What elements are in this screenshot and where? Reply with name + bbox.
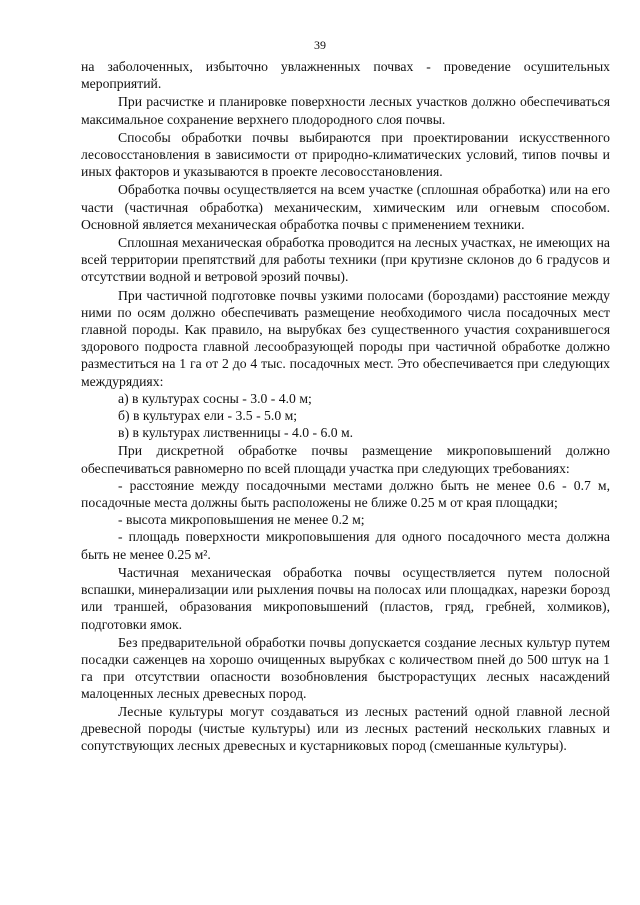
paragraph: а) в культурах сосны - 3.0 - 4.0 м;: [118, 390, 312, 406]
paragraph: При дискретной обработке почвы размещение микроповышений должно обеспечиваться равномерно по всей площади участка при следующих требованиях:: [81, 443, 610, 476]
paragraph: При расчистке и планировке поверхности лесных участков должно обеспечиваться максимальное сохранение верхнего плодородного слоя почвы.: [81, 94, 610, 127]
paragraph: - расстояние между посадочными местами должно быть не менее 0.6 - 0.7 м, посадочные места должны быть расположены не ближе 0.25 м от края площадки;: [81, 477, 610, 511]
paragraph: Частичная механическая обработка почвы осуществляется путем полосной вспашки, минерализации или рыхления почвы на полосах или площадках, нарезки борозд или траншей, образования микроповышений (пластов, гряд, гребней, холмиков), подготовки ямок.: [81, 564, 610, 632]
paragraph: Без предварительной обработки почвы допускается создание лесных культур путем посадки саженцев на хорошо очищенных вырубках с количеством пней до 500 штук на 1 га при отсутствии опасности возобновления быстрорастущих лесных насаждений малоценных лесных древесных пород.: [81, 634, 610, 702]
paragraph: - высота микроповышения не менее 0.2 м;: [118, 512, 365, 528]
paragraph: б) в культурах ели - 3.5 - 5.0 м;: [118, 408, 298, 424]
paragraph: Способы обработки почвы выбираются при проектировании искусственного лесовосстановления в зависимости от природно-климатических условий, типов почвы и иных факторов и указываются в проекте лесовосстановления.: [81, 129, 610, 180]
paragraph: в) в культурах лиственницы - 4.0 - 6.0 м.: [118, 425, 354, 441]
page-number: 39: [314, 38, 326, 52]
paragraph: Обработка почвы осуществляется на всем участке (сплошная обработка) или на его части (частичная обработка) механическим, химическим или огневым способом. Основной является механическая обработка почвы с применением техники.: [81, 182, 610, 232]
paragraph: - площадь поверхности микроповышения для одного посадочного места должна быть не менее 0.25 м².: [81, 529, 610, 562]
document-body: [81, 58, 610, 754]
paragraph: Лесные культуры могут создаваться из лесных растений одной главной лесной древесной породы (чистые культуры) или из лесных растений нескольких главных и сопутствующих лесных древесных и кустарниковых пород (смешанные культуры).: [81, 703, 610, 753]
paragraph: При частичной подготовке почвы узкими полосами (бороздами) расстояние между ними по осям должно обеспечивать размещение необходимого числа посадочных мест главной породы. Как правило, на вырубках без существенного участия сохранившегося здорового подроста главной лесообразующей породы при частичной обработке должно разместиться на 1 га от 2 до 4 тыс. посадочных мест. Это обеспечивается при следующих междурядиях:: [81, 287, 610, 389]
paragraph: Сплошная механическая обработка проводится на лесных участках, не имеющих на всей территории препятствий для работы техники (при крутизне склонов до 6 градусов и отсутствии водной и ветровой эрозий почвы).: [81, 235, 610, 285]
paragraph: на заболоченных, избыточно увлажненных почвах - проведение осушительных мероприятий.: [81, 59, 610, 92]
